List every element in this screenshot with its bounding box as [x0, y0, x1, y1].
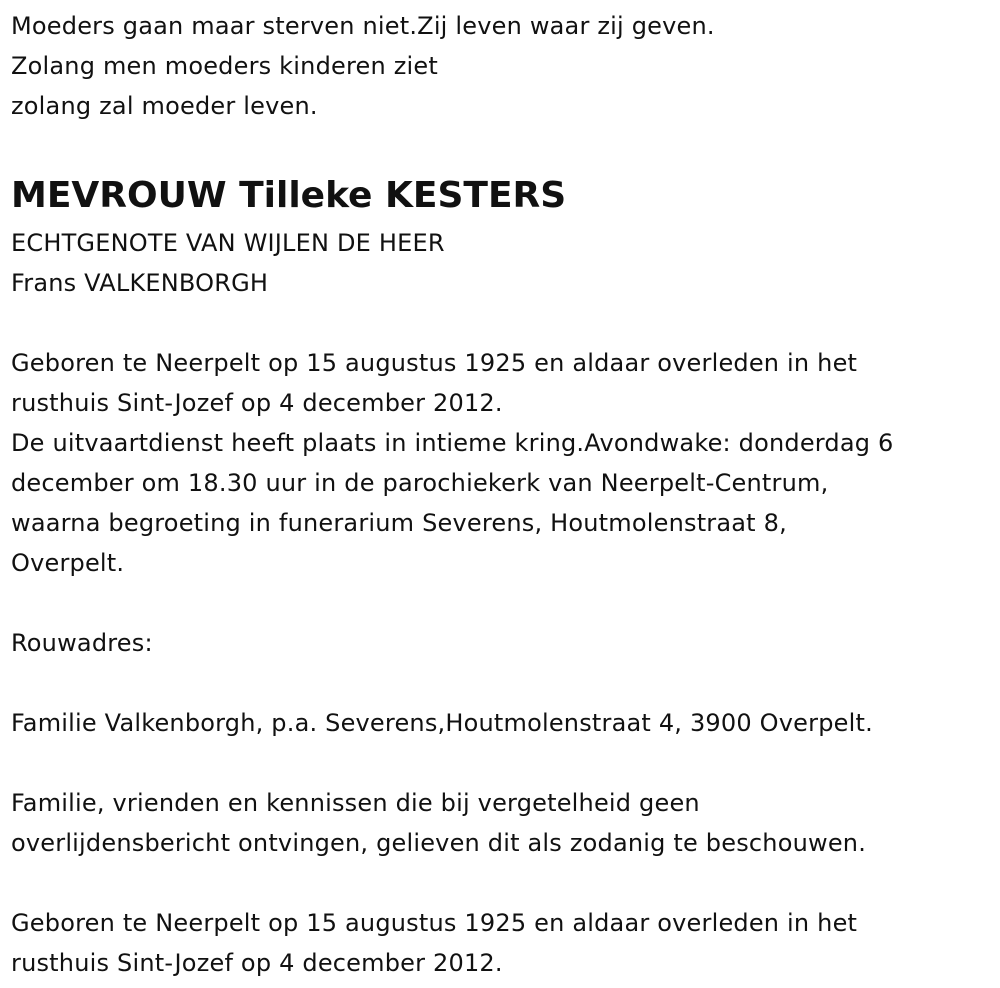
- spouse-label: ECHTGENOTE VAN WIJLEN DE HEER: [11, 229, 445, 257]
- poem-line-3: zolang zal moeder leven.: [11, 92, 318, 120]
- poem-line-2: Zolang men moeders kinderen ziet: [11, 52, 438, 80]
- spouse-name: Frans VALKENBORGH: [11, 269, 269, 297]
- poem-line-1: Moeders gaan maar sterven niet.Zij leven waar zij geven.: [11, 12, 715, 40]
- address-label: Rouwadres:: [11, 629, 153, 657]
- address: Familie Valkenborgh, p.a. Severens,Houtmolenstraat 4, 3900 Overpelt.: [11, 709, 873, 737]
- notice-line-1: Familie, vrienden en kennissen die bij vergetelheid geen: [11, 789, 700, 817]
- notice-line-2: overlijdensbericht ontvingen, gelieven dit als zodanig te beschouwen.: [11, 829, 867, 857]
- obituary-document: [11, 6, 986, 983]
- spacer: [11, 303, 986, 343]
- service-line-4: Overpelt.: [11, 549, 125, 577]
- birth-repeat-line-2: rusthuis Sint-Jozef op 4 december 2012.: [11, 949, 503, 977]
- birth-repeat-line-1: Geboren te Neerpelt op 15 augustus 1925 en aldaar overleden in het: [11, 909, 858, 937]
- service-line-2: december om 18.30 uur in de parochiekerk van Neerpelt-Centrum,: [11, 469, 829, 497]
- birth-line-1: Geboren te Neerpelt op 15 augustus 1925 en aldaar overleden in het: [11, 349, 858, 377]
- service-line-1: De uitvaartdienst heeft plaats in intieme kring.Avondwake: donderdag 6: [11, 429, 894, 457]
- birth-line-2: rusthuis Sint-Jozef op 4 december 2012.: [11, 389, 503, 417]
- spacer: [11, 743, 986, 783]
- spacer: [11, 863, 986, 903]
- spacer: [11, 126, 986, 172]
- spacer: [11, 663, 986, 703]
- spacer: [11, 583, 986, 623]
- service-line-3: waarna begroeting in funerarium Severens, Houtmolenstraat 8,: [11, 509, 787, 537]
- deceased-name: MEVROUW Tilleke KESTERS: [11, 175, 567, 216]
